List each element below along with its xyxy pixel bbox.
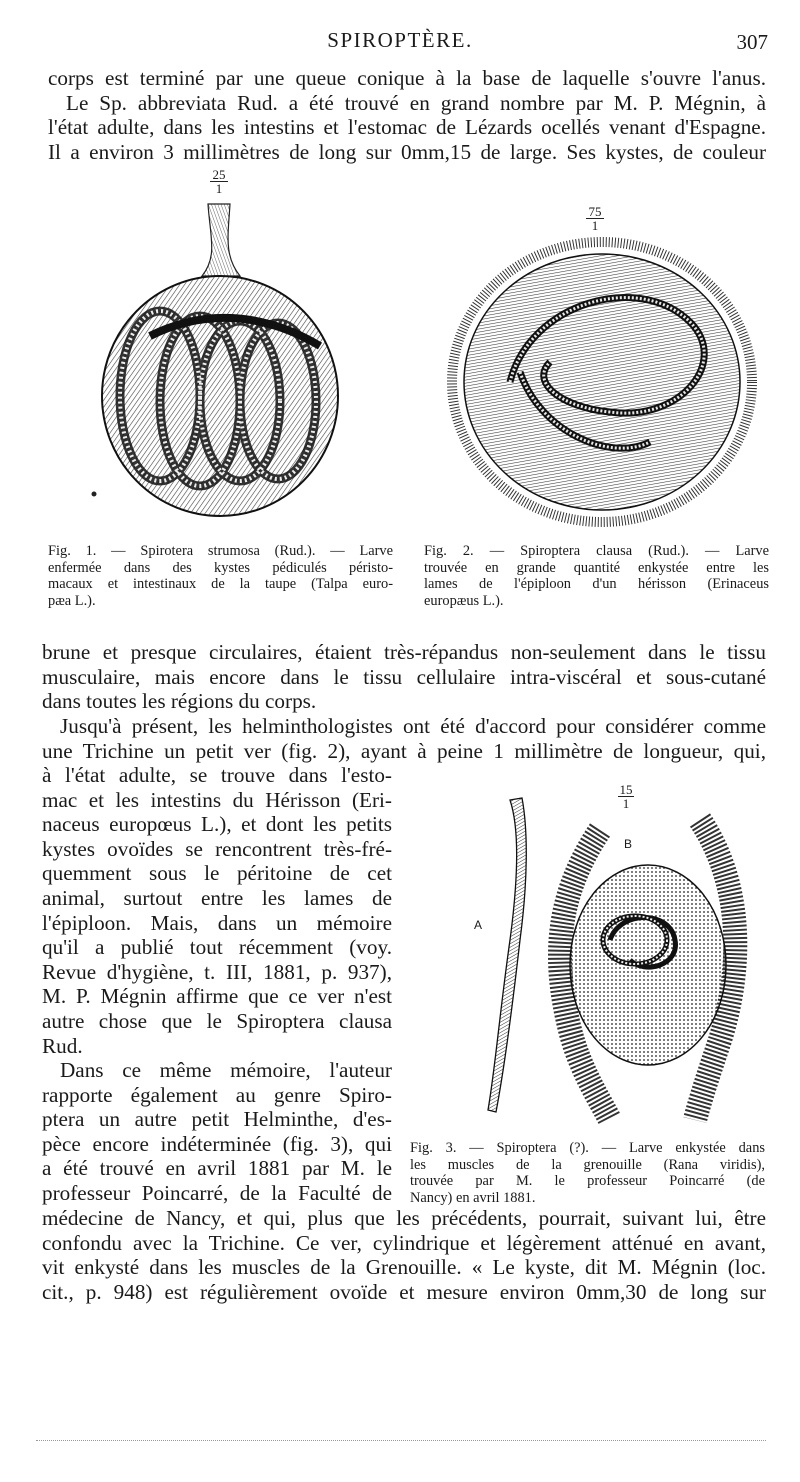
- caption-line: lames de l'épiploon d'un hérisson (Erinaceus: [424, 576, 769, 593]
- paragraph-3-narrow: [42, 1058, 392, 1206]
- caption-line: europæus L.).: [424, 592, 504, 609]
- fig3-caption: [410, 1140, 765, 1206]
- caption-line: Fig. 1. — Spirotera strumosa (Rud.). — Larve: [48, 543, 393, 559]
- fig2-scale-numerator: 75: [586, 205, 604, 219]
- fig1-illustration: [90, 196, 390, 526]
- text-line: confondu avec la Trichine. Ce ver, cylindrique et légèrement atténué en avant,: [42, 1230, 766, 1255]
- text-line: naceus europœus L.), et dont les petits: [42, 812, 392, 837]
- text-line: l'épiploon. Mais, dans un mémoire: [42, 910, 392, 935]
- caption-line: trouvée par M. le professeur Poincarré (de: [410, 1173, 765, 1190]
- fig3-illustration: [470, 790, 770, 1130]
- text-line: Rud.: [42, 1033, 83, 1058]
- text-line: à l'état adulte, se trouve dans l'esto-: [42, 763, 392, 787]
- fig2-scale-denominator: 1: [591, 218, 599, 233]
- caption-line: macaux et intestinaux de la taupe (Talpa euro-: [48, 576, 393, 593]
- page-number: 307: [736, 30, 768, 54]
- running-head: [0, 28, 800, 58]
- fig3-scale-numerator: 15: [619, 782, 633, 797]
- text-line: quemment sous le péritoine de cet: [42, 861, 392, 886]
- caption-line: trouvée en grande quantité enkystée entre les: [424, 559, 769, 576]
- fig3-label-a: A: [474, 918, 483, 932]
- fig1-scale-denominator: 1: [215, 181, 223, 196]
- top-paragraph: [48, 66, 766, 164]
- text-line: musculaire, mais encore dans le tissu cellulaire intra-viscéral et sous-cutané: [42, 664, 766, 689]
- text-line: animal, surtout entre les lames de: [42, 885, 392, 910]
- text-line: Revue d'hygiène, t. III, 1881, p. 937),: [42, 959, 392, 984]
- paragraph-3-full: [42, 1206, 766, 1304]
- text-line: vit enkysté dans les muscles de la Grenouille. « Le kyste, dit M. Mégnin (loc.: [42, 1255, 766, 1280]
- fig1-scale-numerator: 25: [210, 168, 228, 182]
- text-line: autre chose que le Spiroptera clausa: [42, 1008, 392, 1033]
- fig3-label-b: B: [624, 837, 633, 851]
- text-line: professeur Poincarré, de la Faculté de: [42, 1180, 392, 1205]
- text-line: cit., p. 948) est régulièrement ovoïde et mesure environ 0mm,30 de long sur: [42, 1279, 766, 1304]
- text-line: Dans ce même mémoire, l'auteur: [60, 1058, 392, 1082]
- caption-line: pæa L.).: [48, 592, 96, 609]
- fig1-caption: [48, 543, 393, 609]
- text-line: dans toutes les régions du corps.: [42, 689, 317, 714]
- text-line: M. P. Mégnin affirme que ce ver n'est: [42, 984, 392, 1009]
- bottom-rule: [36, 1440, 766, 1441]
- text-line: corps est terminé par une queue conique à la base de laquelle s'ouvre l'anus.: [48, 66, 766, 90]
- middle-paragraph: [42, 640, 766, 714]
- caption-line: les muscles de la grenouille (Rana viridis),: [410, 1156, 765, 1173]
- text-line: mac et les intestins du Hérisson (Eri-: [42, 787, 392, 812]
- text-line: rapporte également au genre Spiro-: [42, 1082, 392, 1107]
- text-line: l'état adulte, dans les intestins et l'estomac de Lézards ocellés venant d'Espagne.: [48, 115, 766, 140]
- text-line: Il a environ 3 millimètres de long sur 0mm,15 de large. Ses kystes, de couleur: [48, 139, 766, 164]
- fig2-illustration: [440, 232, 760, 532]
- text-line: a été trouvé en avril 1881 par M. le: [42, 1156, 392, 1181]
- text-line: Le Sp. abbreviata Rud. a été trouvé en grand nombre par M. P. Mégnin, à: [66, 90, 766, 115]
- text-line: qu'il a publié tout récemment (voy.: [42, 935, 392, 960]
- fig2-caption: [424, 543, 769, 609]
- fig2-scale: [586, 205, 604, 232]
- text-line: brune et presque circulaires, étaient très-répandus non-seulement dans le tissu: [42, 640, 766, 664]
- caption-line: Fig. 2. — Spiroptera clausa (Rud.). — Larve: [424, 543, 769, 559]
- text-line: ptera un autre petit Helminthe, d'es-: [42, 1107, 392, 1132]
- caption-line: Nancy) en avril 1881.: [410, 1189, 536, 1206]
- paragraph-2-narrow: [42, 763, 392, 1058]
- paragraph-2-full: [42, 714, 766, 763]
- text-line: pèce encore indéterminée (fig. 3), qui: [42, 1131, 392, 1156]
- text-line: une Trichine un petit ver (fig. 2), ayant à peine 1 millimètre de longueur, qui,: [42, 738, 766, 763]
- text-line: médecine de Nancy, et qui, plus que les précédents, pourrait, suivant lui, être: [42, 1206, 766, 1230]
- caption-line: Fig. 3. — Spiroptera (?). — Larve enkystée dans: [410, 1140, 765, 1156]
- fig1-scale: [210, 168, 228, 195]
- running-title: SPIROPTÈRE.: [327, 28, 473, 52]
- text-line: Jusqu'à présent, les helminthologistes ont été d'accord pour considérer comme: [60, 714, 766, 738]
- caption-line: enfermée dans des kystes pédiculés péristo-: [48, 559, 393, 576]
- fig3-scale-denominator: 1: [622, 796, 630, 811]
- text-line: kystes ovoïdes se rencontrent très-fré-: [42, 836, 392, 861]
